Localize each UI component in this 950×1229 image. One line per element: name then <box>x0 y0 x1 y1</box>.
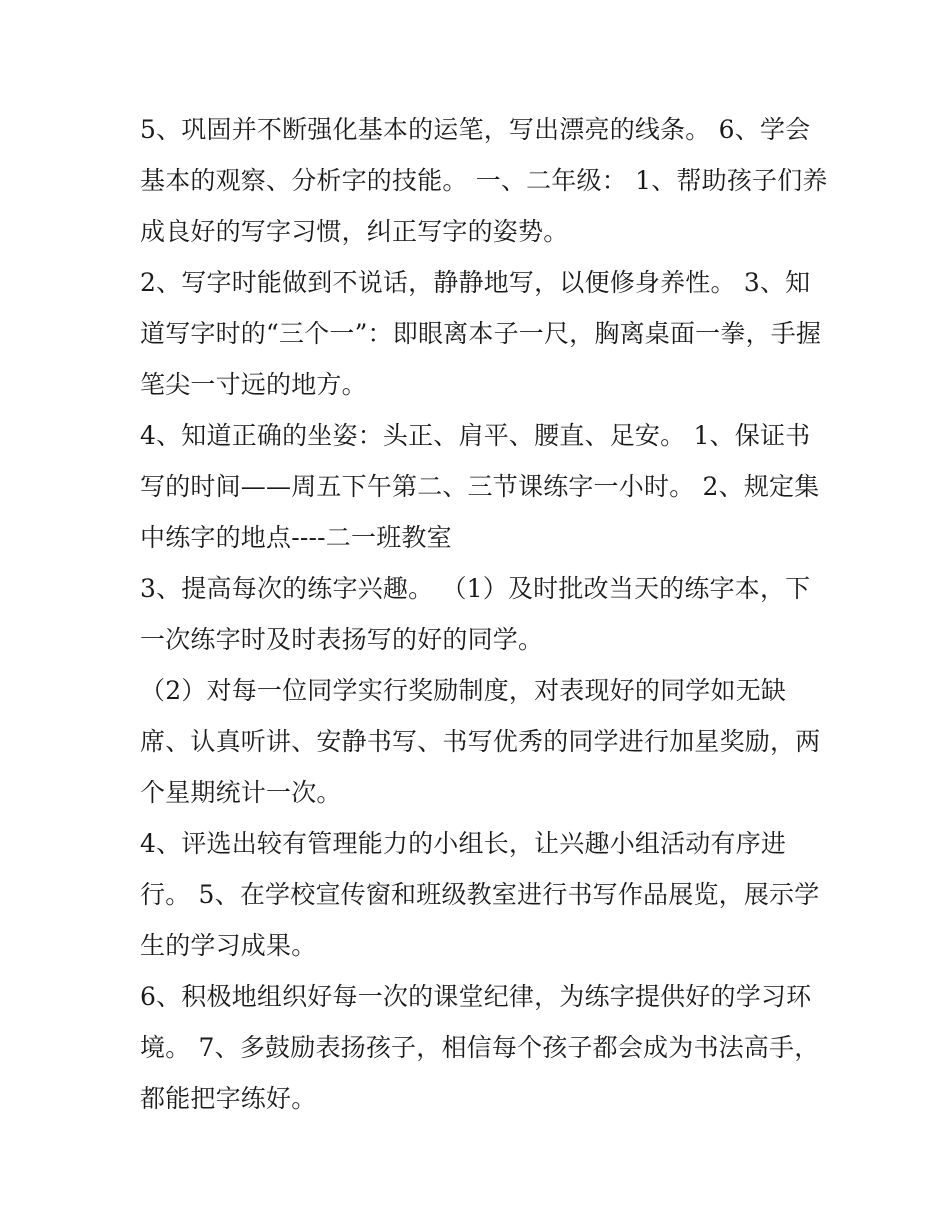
paragraph-1 <box>140 104 828 257</box>
paragraph-3 <box>140 410 820 563</box>
text-line: 5、巩固并不断强化基本的运笔，写出漂亮的线条。 6、学会 <box>140 115 811 144</box>
text-line: 基本的观察、分析字的技能。 一、二年级： 1、帮助孩子们养 <box>140 166 828 195</box>
document-body <box>140 104 828 1124</box>
text-line: 4、知道正确的坐姿：头正、肩平、腰直、足安。 1、保证书 <box>140 421 811 450</box>
text-line: 席、认真听讲、安静书写、书写优秀的同学进行加星奖励，两 <box>140 727 821 756</box>
text-line: 写的时间——周五下午第二、三节课练字一小时。 2、规定集 <box>140 472 820 501</box>
text-line: 境。 7、多鼓励表扬孩子，相信每个孩子都会成为书法高手， <box>140 1033 820 1062</box>
paragraph-7 <box>140 971 820 1124</box>
paragraph-4 <box>140 563 820 665</box>
text-line: 成良好的写字习惯，纠正写字的姿势。 <box>140 217 569 246</box>
text-line: 中练字的地点----二一班教室 <box>140 523 452 552</box>
paragraph-6 <box>140 818 820 971</box>
text-line: 2、写字时能做到不说话，静静地写，以便修身养性。 3、知 <box>140 268 811 297</box>
text-line: 行。 5、在学校宣传窗和班级教室进行书写作品展览，展示学 <box>140 880 820 909</box>
text-line: 一次练字时及时表扬写的好的同学。 <box>140 625 544 654</box>
text-line: 生的学习成果。 <box>140 931 317 960</box>
paragraph-5 <box>140 665 820 818</box>
text-line: 4、评选出较有管理能力的小组长，让兴趣小组活动有序进 <box>140 829 787 858</box>
text-line: 6、积极地组织好每一次的课堂纪律，为练字提供好的学习环 <box>140 982 812 1011</box>
text-line: 笔尖一寸远的地方。 <box>140 370 367 399</box>
paragraph-2 <box>140 257 820 410</box>
text-line: 都能把字练好。 <box>140 1084 317 1113</box>
text-line: （2）对每一位同学实行奖励制度，对表现好的同学如无缺 <box>140 676 787 705</box>
text-line: 个星期统计一次。 <box>140 778 342 807</box>
text-line: 道写字时的“三个一”：即眼离本子一尺，胸离桌面一拳，手握 <box>140 319 822 348</box>
text-line: 3、提高每次的练字兴趣。 （1）及时批改当天的练字本，下 <box>140 574 811 603</box>
